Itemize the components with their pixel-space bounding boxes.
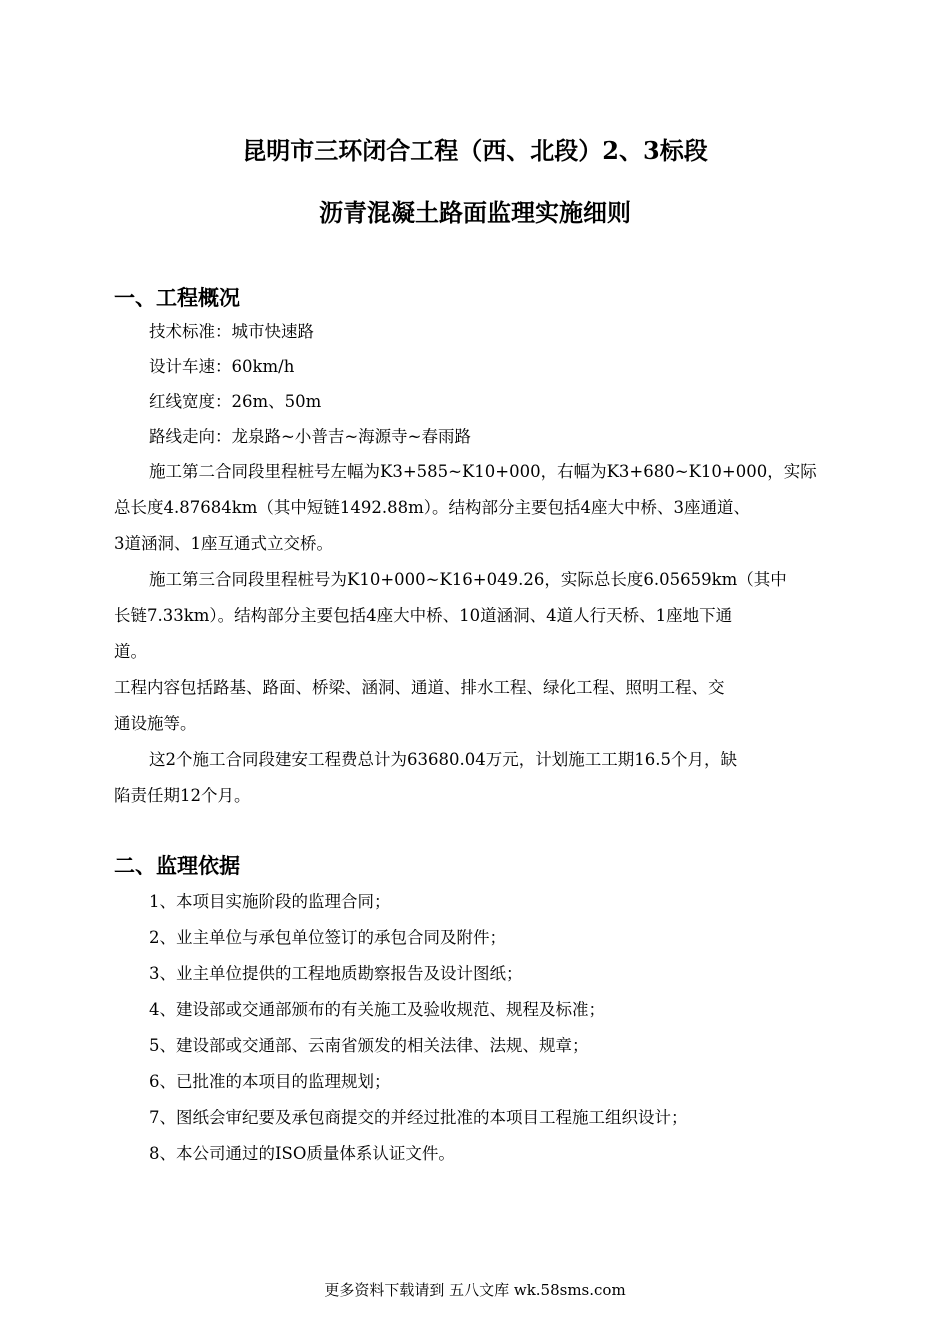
tech-standard-line: 技术标准：城市快速路	[149, 322, 314, 341]
paragraph-line: 工程内容包括路基、路面、桥梁、涵洞、通道、排水工程、绿化工程、照明工程、交	[114, 678, 725, 697]
list-item: 3、业主单位提供的工程地质勘察报告及设计图纸；	[149, 964, 523, 983]
list-item: 2、业主单位与承包单位签订的承包合同及附件；	[149, 928, 506, 947]
list-item: 5、建设部或交通部、云南省颁发的相关法律、法规、规章；	[149, 1036, 589, 1055]
paragraph-line: 长链7.33km）。结构部分主要包括4座大中桥、10道涵洞、4道人行天桥、1座地下通	[114, 606, 733, 625]
route-line: 路线走向：龙泉路~小普吉~海源寺~春雨路	[149, 427, 471, 446]
red-line-width-line: 红线宽度：26m、50m	[149, 392, 322, 411]
section-heading-overview: 一、工程概况	[114, 285, 240, 310]
paragraph-line: 施工第二合同段里程桩号左幅为K3+585~K10+000，右幅为K3+680~K10+000，实际	[149, 462, 817, 481]
paragraph-line: 这2个施工合同段建安工程费总计为63680.04万元，计划施工工期16.5个月，缺	[149, 750, 737, 769]
paragraph-line: 施工第三合同段里程桩号为K10+000~K16+049.26，实际总长度6.05659km（其中	[149, 570, 787, 589]
paragraph-line: 总长度4.87684km（其中短链1492.88m）。结构部分主要包括4座大中桥、3座通道、	[114, 498, 750, 517]
paragraph-line: 3道涵洞、1座互通式立交桥。	[114, 534, 333, 553]
list-item: 4、建设部或交通部颁布的有关施工及验收规范、规程及标准；	[149, 1000, 605, 1019]
document-subtitle: 沥青混凝土路面监理实施细则	[319, 198, 631, 227]
paragraph-line: 通设施等。	[114, 714, 197, 733]
paragraph-line: 陷责任期12个月。	[114, 786, 251, 805]
list-item: 7、图纸会审纪要及承包商提交的并经过批准的本项目工程施工组织设计；	[149, 1108, 688, 1127]
page-footer: 更多资料下载请到 五八文库 wk.58sms.com	[324, 1281, 626, 1299]
list-item: 1、本项目实施阶段的监理合同；	[149, 892, 391, 911]
list-item: 6、已批准的本项目的监理规划；	[149, 1072, 391, 1091]
design-speed-line: 设计车速：60km/h	[149, 357, 295, 376]
list-item: 8、本公司通过的ISO质量体系认证文件。	[149, 1144, 455, 1163]
document-title: 昆明市三环闭合工程（西、北段）2、3标段	[242, 136, 708, 165]
section-heading-basis: 二、监理依据	[114, 853, 240, 878]
paragraph-line: 道。	[114, 642, 147, 661]
